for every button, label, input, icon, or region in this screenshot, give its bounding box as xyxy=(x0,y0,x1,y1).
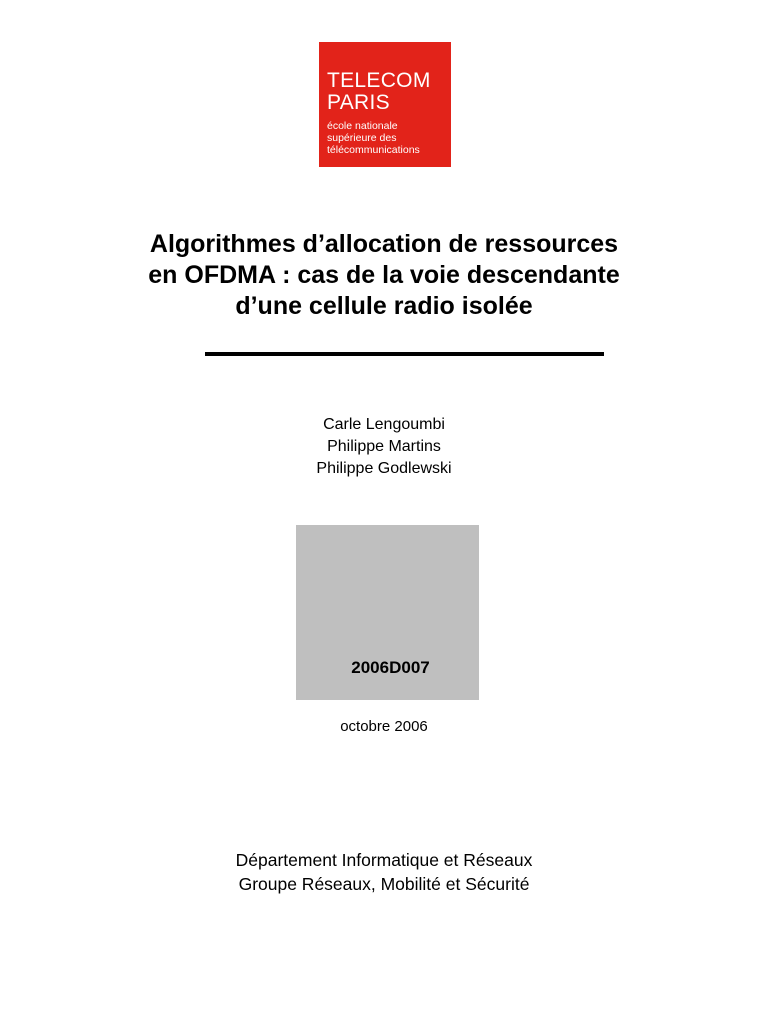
author-name: Carle Lengoumbi xyxy=(323,416,445,433)
title-line-1: Algorithmes d’allocation de ressources xyxy=(149,230,619,258)
title-line-3: d’une cellule radio isolée xyxy=(235,292,533,320)
department-info xyxy=(0,848,768,896)
publication-date: octobre 2006 xyxy=(340,718,428,735)
report-number-box xyxy=(296,525,479,700)
title-divider xyxy=(205,352,604,356)
document-title xyxy=(0,229,768,322)
author-name: Philippe Godlewski xyxy=(316,460,452,477)
logo-subtitle-line-3: télécommunications xyxy=(327,144,420,156)
author-list xyxy=(0,414,768,480)
author-name: Philippe Martins xyxy=(327,438,441,455)
department-name: Département Informatique et Réseaux xyxy=(235,850,533,870)
logo-subtitle-line-2: supérieure des xyxy=(327,132,397,144)
report-number: 2006D007 xyxy=(351,658,430,677)
logo-line-paris: PARIS xyxy=(327,91,390,114)
logo-subtitle xyxy=(327,120,451,156)
title-line-2: en OFDMA : cas de la voie descendante xyxy=(148,261,620,289)
logo-line-telecom: TELECOM xyxy=(327,69,431,92)
research-group-name: Groupe Réseaux, Mobilité et Sécurité xyxy=(238,874,530,894)
telecom-paris-logo xyxy=(319,42,451,167)
logo-subtitle-line-1: école nationale xyxy=(327,120,398,132)
